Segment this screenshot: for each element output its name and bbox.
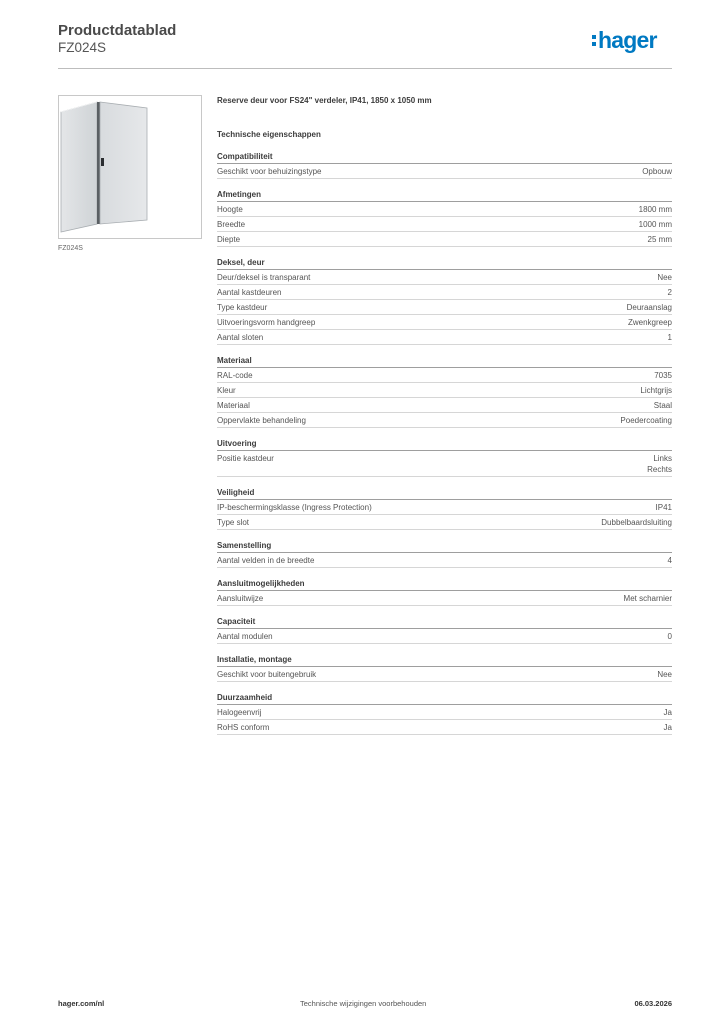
spec-value-line: Poedercoating bbox=[620, 416, 672, 425]
spec-row bbox=[217, 315, 672, 330]
spec-row bbox=[217, 591, 672, 606]
spec-row bbox=[217, 451, 672, 477]
spec-value-line: Rechts bbox=[647, 465, 672, 474]
spec-value bbox=[668, 631, 672, 642]
product-code: FZ024S bbox=[58, 40, 107, 55]
spec-row bbox=[217, 270, 672, 285]
spec-label: Aantal velden in de breedte bbox=[217, 556, 315, 565]
spec-label: Breedte bbox=[217, 220, 246, 229]
spec-row bbox=[217, 705, 672, 720]
tech-heading: Technische eigenschappen bbox=[217, 130, 321, 139]
spec-value bbox=[620, 415, 672, 426]
spec-value-line: 1000 mm bbox=[638, 220, 672, 229]
spec-row bbox=[217, 217, 672, 232]
section-title: Veiligheid bbox=[217, 488, 672, 500]
spec-label: Diepte bbox=[217, 235, 241, 244]
section-title: Duurzaamheid bbox=[217, 693, 672, 705]
spec-label: Type kastdeur bbox=[217, 303, 268, 312]
spec-row bbox=[217, 202, 672, 217]
spec-row bbox=[217, 500, 672, 515]
spec-row bbox=[217, 515, 672, 530]
spec-value bbox=[657, 669, 672, 680]
spec-label: Geschikt voor behuizingstype bbox=[217, 167, 322, 176]
spec-value-line: 7035 bbox=[654, 371, 672, 380]
spec-value-line: Links bbox=[653, 454, 672, 463]
spec-label: Hoogte bbox=[217, 205, 243, 214]
spec-value-line: Met scharnier bbox=[623, 594, 672, 603]
spec-value-line: 4 bbox=[667, 556, 672, 565]
spec-row bbox=[217, 164, 672, 179]
spec-label: Type slot bbox=[217, 518, 250, 527]
logo-dots-icon bbox=[592, 35, 596, 46]
spec-value bbox=[628, 317, 672, 328]
spec-label: Positie kastdeur bbox=[217, 454, 274, 463]
spec-label: Aantal sloten bbox=[217, 333, 264, 342]
section-title: Installatie, montage bbox=[217, 655, 672, 667]
spec-value bbox=[668, 555, 672, 566]
spec-value-line: 2 bbox=[667, 288, 672, 297]
spec-label: Deur/deksel is transparant bbox=[217, 273, 311, 282]
spec-label: IP-beschermingsklasse (Ingress Protection) bbox=[217, 503, 372, 512]
spec-label: Materiaal bbox=[217, 401, 250, 410]
spec-section bbox=[217, 617, 672, 644]
spec-value-line: Nee bbox=[657, 273, 672, 282]
spec-label: Oppervlakte behandeling bbox=[217, 416, 306, 425]
spec-row bbox=[217, 368, 672, 383]
spec-section bbox=[217, 541, 672, 568]
spec-value bbox=[668, 332, 672, 343]
spec-label: Aantal kastdeuren bbox=[217, 288, 282, 297]
spec-section bbox=[217, 693, 672, 735]
spec-section bbox=[217, 655, 672, 682]
spec-value-line: Nee bbox=[657, 670, 672, 679]
spec-section bbox=[217, 152, 672, 179]
spec-label: Halogeenvrij bbox=[217, 708, 262, 717]
spec-value-line: Zwenkgreep bbox=[627, 318, 672, 327]
spec-section bbox=[217, 579, 672, 606]
spec-row bbox=[217, 629, 672, 644]
spec-label: RAL-code bbox=[217, 371, 253, 380]
footer-website: hager.com/nl bbox=[58, 999, 105, 1008]
spec-value-line: Dubbelbaardsluiting bbox=[601, 518, 672, 527]
spec-value bbox=[639, 219, 672, 230]
double-door-image bbox=[58, 95, 202, 239]
spec-value bbox=[640, 385, 672, 396]
image-caption: FZ024S bbox=[58, 245, 83, 252]
spec-value-line: 1800 mm bbox=[638, 205, 672, 214]
spec-section bbox=[217, 190, 672, 247]
spec-label: Aantal modulen bbox=[217, 632, 273, 641]
section-title: Aansluitmogelijkheden bbox=[217, 579, 672, 591]
spec-row bbox=[217, 413, 672, 428]
spec-value bbox=[639, 204, 672, 215]
spec-value-line: Ja bbox=[663, 708, 672, 717]
hager-logo bbox=[592, 26, 676, 60]
spec-value-line: Staal bbox=[653, 401, 672, 410]
spec-section bbox=[217, 356, 672, 428]
spec-value bbox=[664, 707, 672, 718]
spec-row bbox=[217, 398, 672, 413]
spec-value-line: Deuraanslag bbox=[626, 303, 672, 312]
spec-row bbox=[217, 383, 672, 398]
spec-value bbox=[642, 166, 672, 177]
spec-label: Uitvoeringsvorm handgreep bbox=[217, 318, 316, 327]
spec-row bbox=[217, 232, 672, 247]
spec-value-line: 0 bbox=[667, 632, 672, 641]
spec-content bbox=[217, 96, 672, 746]
spec-value bbox=[624, 593, 672, 604]
spec-value-line: IP41 bbox=[655, 503, 672, 512]
spec-value bbox=[601, 517, 672, 528]
spec-section bbox=[217, 488, 672, 530]
spec-value bbox=[657, 272, 672, 283]
spec-label: Aansluitwijze bbox=[217, 594, 264, 603]
section-title: Uitvoering bbox=[217, 439, 672, 451]
spec-value-line: 25 mm bbox=[647, 235, 672, 244]
spec-row bbox=[217, 330, 672, 345]
spec-row bbox=[217, 553, 672, 568]
logo-text: hager bbox=[598, 27, 657, 53]
spec-value bbox=[656, 502, 672, 513]
spec-section bbox=[217, 258, 672, 345]
header-divider bbox=[58, 68, 672, 69]
spec-value bbox=[627, 302, 672, 313]
spec-value-line: Lichtgrijs bbox=[640, 386, 672, 395]
spec-value bbox=[654, 370, 672, 381]
spec-label: RoHS conform bbox=[217, 723, 270, 732]
spec-value-line: 1 bbox=[667, 333, 672, 342]
spec-value-line: Ja bbox=[663, 723, 672, 732]
footer-date: 06.03.2026 bbox=[634, 999, 672, 1008]
spec-value bbox=[668, 287, 672, 298]
page-title: Productdatablad bbox=[58, 22, 177, 39]
spec-section bbox=[217, 439, 672, 477]
spec-value bbox=[647, 453, 672, 475]
spec-row bbox=[217, 285, 672, 300]
spec-label: Geschikt voor buitengebruik bbox=[217, 670, 317, 679]
spec-value bbox=[654, 400, 672, 411]
section-title: Materiaal bbox=[217, 356, 672, 368]
section-title: Deksel, deur bbox=[217, 258, 672, 270]
spec-label: Kleur bbox=[217, 386, 236, 395]
section-title: Samenstelling bbox=[217, 541, 672, 553]
spec-row bbox=[217, 300, 672, 315]
footer-disclaimer: Technische wijzigingen voorbehouden bbox=[300, 999, 427, 1008]
product-description: Reserve deur voor FS24" verdeler, IP41, 1850 x 1050 mm bbox=[217, 96, 432, 105]
spec-row bbox=[217, 667, 672, 682]
section-title: Compatibiliteit bbox=[217, 152, 672, 164]
spec-value-line: Opbouw bbox=[642, 167, 672, 176]
spec-value bbox=[648, 234, 672, 245]
section-title: Afmetingen bbox=[217, 190, 672, 202]
spec-value bbox=[664, 722, 672, 733]
spec-sections bbox=[217, 152, 672, 735]
spec-row bbox=[217, 720, 672, 735]
section-title: Capaciteit bbox=[217, 617, 672, 629]
